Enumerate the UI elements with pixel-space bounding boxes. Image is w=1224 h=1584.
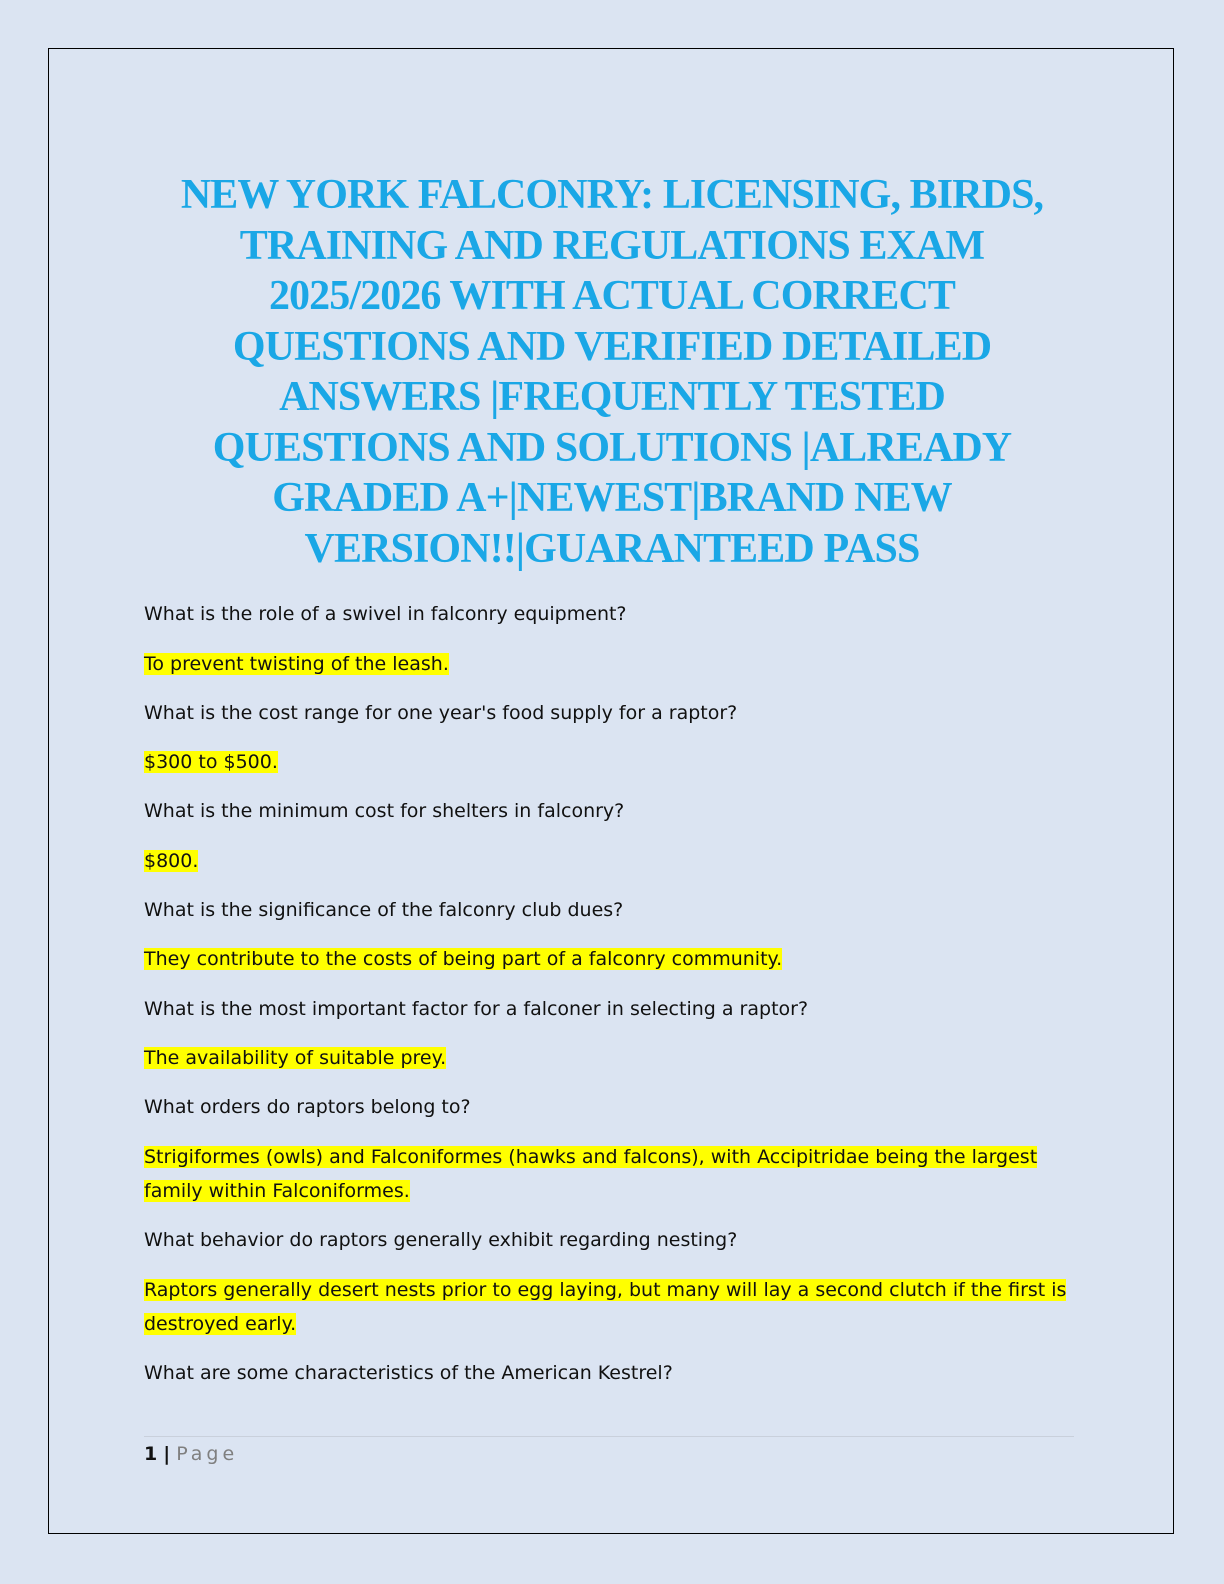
question-text: What is the cost range for one year's food supply for a raptor? [144, 702, 738, 724]
document-title [150, 170, 1074, 574]
title-line: NEW YORK FALCONRY: LICENSING, BIRDS, [180, 172, 1044, 218]
answer-text: Strigiformes (owls) and Falconiformes (hawks and falcons), with Accipitridae being the largest [144, 1146, 1038, 1168]
answer-text: To prevent twisting of the leash. [144, 653, 449, 675]
answer-text: $300 to $500. [144, 751, 278, 773]
title-line: VERSION!!|GUARANTEED PASS [304, 525, 920, 572]
question-text: What is the role of a swivel in falconry equipment? [144, 603, 627, 625]
page-footer [144, 1442, 238, 1466]
answer-text: They contribute to the costs of being part of a falconry community. [144, 948, 783, 970]
page-number: 1 [144, 1443, 158, 1465]
title-line: 2025/2026 WITH ACTUAL CORRECT [268, 273, 956, 319]
answer-text: Raptors generally desert nests prior to egg laying, but many will lay a second clutch if the first is [144, 1279, 1067, 1301]
answer-text: The availability of suitable prey. [144, 1047, 447, 1069]
question-text: What is the most important factor for a falconer in selecting a raptor? [144, 998, 809, 1020]
page-label: Page [176, 1443, 239, 1465]
question-text: What is the minimum cost for shelters in falconry? [144, 800, 625, 822]
answer-text: family within Falconiformes. [144, 1180, 410, 1202]
title-line: TRAINING AND REGULATIONS EXAM [239, 222, 985, 269]
title-line: QUESTIONS AND VERIFIED DETAILED [232, 323, 992, 370]
title-line: ANSWERS |FREQUENTLY TESTED [279, 374, 945, 420]
question-text: What orders do raptors belong to? [144, 1096, 471, 1118]
title-line: QUESTIONS AND SOLUTIONS |ALREADY [212, 424, 1012, 471]
footer-divider [144, 1436, 1074, 1437]
question-text: What behavior do raptors generally exhibit regarding nesting? [144, 1229, 738, 1251]
question-text: What is the significance of the falconry club dues? [144, 899, 624, 921]
title-line: GRADED A+|NEWEST|BRAND NEW [272, 475, 952, 521]
answer-text: $800. [144, 850, 199, 872]
answer-text: destroyed early. [144, 1313, 297, 1335]
footer-separator: | [163, 1443, 171, 1465]
question-text: What are some characteristics of the American Kestrel? [144, 1362, 673, 1384]
